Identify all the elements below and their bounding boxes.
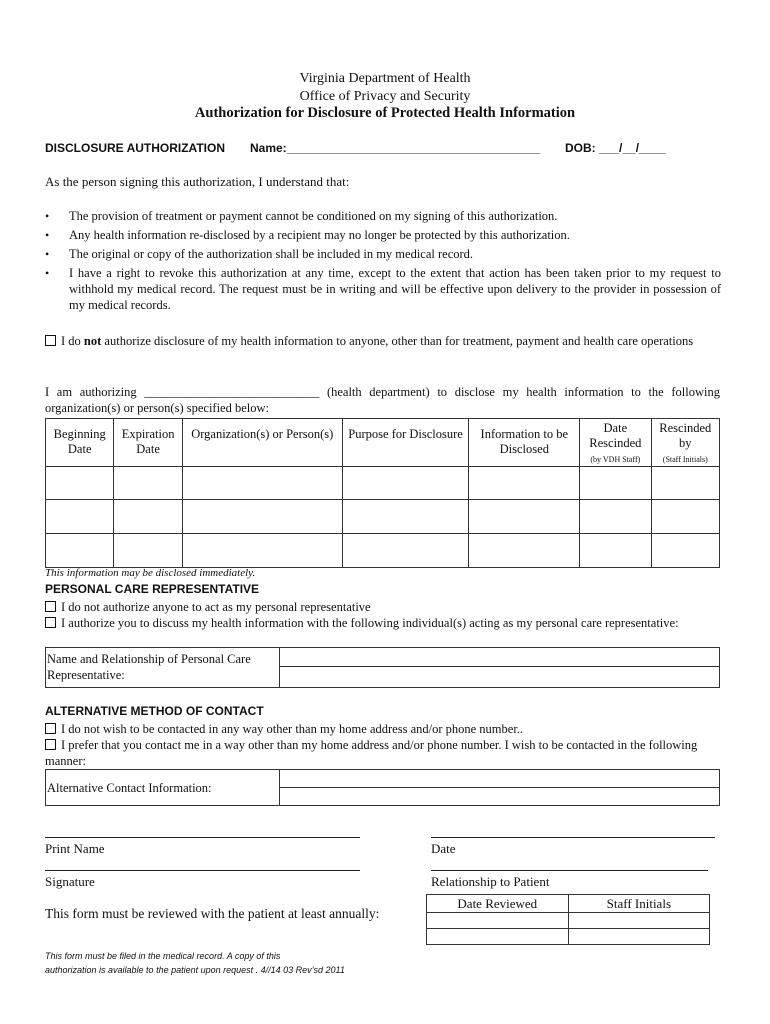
- relationship-label: Relationship to Patient: [431, 874, 550, 889]
- date-rescinded-sub: (by VDH Staff): [590, 455, 641, 464]
- signature-label: Signature: [45, 874, 95, 889]
- col-rescinded-by: Rescinded by (Staff Initials): [651, 419, 719, 467]
- alt-contact-divider: [279, 787, 720, 788]
- alt-contact-field[interactable]: [45, 769, 720, 806]
- authorizing-statement: I am authorizing ____________________________ (health department) to disclose my health information to the following organization(s) or person(s) specified below:: [45, 385, 720, 415]
- bullet-item: [45, 246, 720, 262]
- personal-rep-label-cell: [46, 648, 280, 687]
- col-purpose: Purpose for Disclosure: [342, 419, 469, 467]
- bullet-item: [45, 227, 720, 243]
- col-expiration-date: Expiration Date: [114, 419, 182, 467]
- bullet-icon: •: [45, 228, 50, 242]
- personal-rep-option-2[interactable]: [45, 615, 720, 631]
- personal-rep-option-1[interactable]: [45, 599, 371, 615]
- checkbox-icon[interactable]: [45, 723, 56, 734]
- print-name-label: Print Name: [45, 841, 105, 856]
- alt-contact-option-2-text: I prefer that you contact me in a way other than my home address and/or phone number. I wish to be contacted in the following manner:: [45, 738, 698, 768]
- no-disclosure-post: authorize disclosure of my health information to anyone, other than for treatment, payment and health care operations: [101, 334, 694, 348]
- rescinded-by-sub: (Staff Initials): [662, 455, 708, 464]
- date-label: Date: [431, 841, 456, 856]
- alt-contact-option-1-text: I do not wish to be contacted in any way other than my home address and/or phone number..: [61, 722, 524, 736]
- review-col-initials: Staff Initials: [568, 895, 709, 913]
- bullet-item: [45, 265, 720, 315]
- table-note: This information may be disclosed immediately.: [45, 567, 256, 579]
- table-row[interactable]: [427, 929, 710, 945]
- review-col-date: Date Reviewed: [427, 895, 569, 913]
- personal-rep-heading: PERSONAL CARE REPRESENTATIVE: [45, 582, 260, 596]
- alt-contact-heading: ALTERNATIVE METHOD OF CONTACT: [45, 704, 264, 718]
- personal-rep-label: Name and Relationship of Personal Care Representative:: [47, 652, 251, 682]
- relationship-line[interactable]: [431, 870, 708, 871]
- alt-contact-option-1[interactable]: [45, 721, 523, 737]
- bullet-icon: •: [45, 247, 50, 261]
- checkbox-icon[interactable]: [45, 335, 56, 346]
- form-title: Authorization for Disclosure of Protected Health Information: [194, 105, 576, 121]
- col-organization: Organization(s) or Person(s): [182, 419, 342, 467]
- bullet-text: The original or copy of the authorization shall be included in my medical record.: [69, 247, 474, 261]
- col-beginning-date: Beginning Date: [46, 419, 114, 467]
- personal-rep-option-2-text: I authorize you to discuss my health information with the following individual(s) acting as my personal care representative:: [61, 616, 679, 630]
- review-header-row: [427, 895, 710, 913]
- name-field[interactable]: Name:______________________________________: [250, 141, 541, 155]
- alt-contact-option-2[interactable]: [45, 737, 720, 769]
- table-row[interactable]: [46, 534, 720, 568]
- alt-contact-label: Alternative Contact Information:: [47, 781, 212, 795]
- personal-rep-divider: [279, 666, 720, 667]
- table-header-row: [46, 419, 720, 467]
- bullet-item: [45, 208, 720, 224]
- print-name-line[interactable]: [45, 837, 360, 838]
- footer-line-2: authorization is available to the patient upon request . 4//14 03 Rev’sd 2011: [45, 965, 345, 975]
- dob-field[interactable]: DOB: ___/__/____: [565, 141, 666, 155]
- personal-rep-option-1-text: I do not authorize anyone to act as my personal representative: [61, 600, 371, 614]
- checkbox-icon[interactable]: [45, 617, 56, 628]
- bullet-text: Any health information re-disclosed by a recipient may no longer be protected by this authorization.: [69, 228, 570, 242]
- review-table: [426, 894, 710, 945]
- no-disclosure-option[interactable]: [45, 333, 720, 349]
- no-disclosure-pre: I do: [61, 334, 84, 348]
- review-statement: This form must be reviewed with the patient at least annually:: [45, 906, 380, 921]
- bullet-icon: •: [45, 266, 50, 280]
- intro-text: As the person signing this authorization, I understand that:: [45, 174, 350, 189]
- table-row[interactable]: [46, 500, 720, 534]
- checkbox-icon[interactable]: [45, 601, 56, 612]
- bullet-text: I have a right to revoke this authorization at any time, except to the extent that action has been taken prior to my request to withhold my medical record. The request must be in writing and will be effective upon delivery to the provider in possession of my medical records.: [69, 266, 721, 312]
- alt-contact-label-cell: [46, 770, 280, 805]
- disclosure-table: [45, 418, 720, 568]
- table-row[interactable]: [427, 913, 710, 929]
- col-date-rescinded: Date Rescinded (by VDH Staff): [580, 419, 651, 467]
- checkbox-icon[interactable]: [45, 739, 56, 750]
- header-line-1: Virginia Department of Health: [299, 71, 471, 86]
- date-line[interactable]: [431, 837, 715, 838]
- personal-rep-field[interactable]: [45, 647, 720, 688]
- footer-line-1: This form must be filed in the medical record. A copy of this: [45, 951, 281, 961]
- bullet-icon: •: [45, 209, 50, 223]
- table-row[interactable]: [46, 467, 720, 500]
- col-information: Information to be Disclosed: [469, 419, 580, 467]
- header-line-2: Office of Privacy and Security: [299, 89, 471, 104]
- bullet-text: The provision of treatment or payment cannot be conditioned on my signing of this authorization.: [69, 209, 558, 223]
- no-disclosure-not: not: [83, 334, 102, 348]
- signature-line[interactable]: [45, 870, 360, 871]
- disclosure-label: DISCLOSURE AUTHORIZATION: [45, 141, 225, 155]
